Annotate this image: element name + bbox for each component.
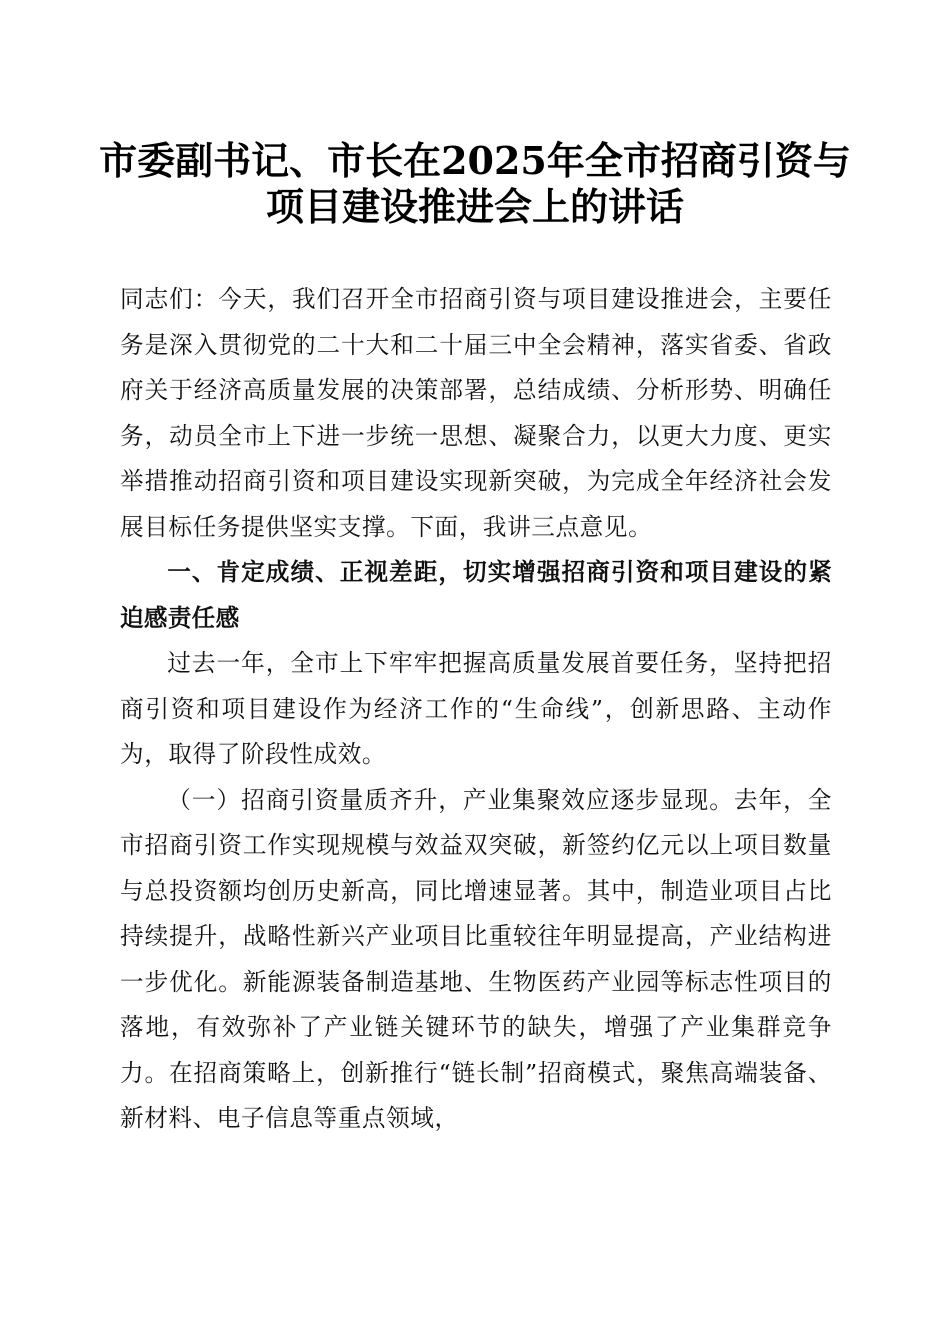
section-1-intro-paragraph: 过去一年，全市上下牢牢把握高质量发展首要任务，坚持把招商引资和项目建设作为经济工作的“生命线”，创新思路、主动作为，取得了阶段性成效。 <box>120 649 832 768</box>
document-title-line-1: 市委副书记、市长在2025年全市招商引资与 <box>99 138 851 183</box>
subsection-1-paragraph: （一）招商引资量质齐升，产业集聚效应逐步显现。去年，全市招商引资工作实现规模与效益双突破，新签约亿元以上项目数量与总投资额均创历史新高，同比增速显著。其中，制造业项目占比持续提升，战略性新兴产业项目比重较往年明显提高，产业结构进一步优化。新能源装备制造基地、生物医药产业园等标志性项目的落地，有效弥补了产业链关键环节的缺失，增强了产业集群竞争力。在招商策略上，创新推行“链长制”招商模式，聚焦高端装备、新材料、电子信息等重点领域， <box>120 785 832 1132</box>
section-heading-1: 一、肯定成绩、正视差距，切实增强招商引资和项目建设的紧迫感责任感 <box>120 558 832 632</box>
document-body <box>120 277 832 1142</box>
document-title-line-2: 项目建设推进会上的讲话 <box>265 184 684 229</box>
opening-paragraph: 同志们：今天，我们召开全市招商引资与项目建设推进会，主要任务是深入贯彻党的二十大和二十届三中全会精神，落实省委、省政府关于经济高质量发展的决策部署，总结成绩、分析形势、明确任务，动员全市上下进一步统一思想、凝聚合力，以更大力度、更实举措推动招商引资和项目建设实现新突破，为完成全年经济社会发展目标任务提供坚实支撑。下面，我讲三点意见。 <box>120 285 832 541</box>
